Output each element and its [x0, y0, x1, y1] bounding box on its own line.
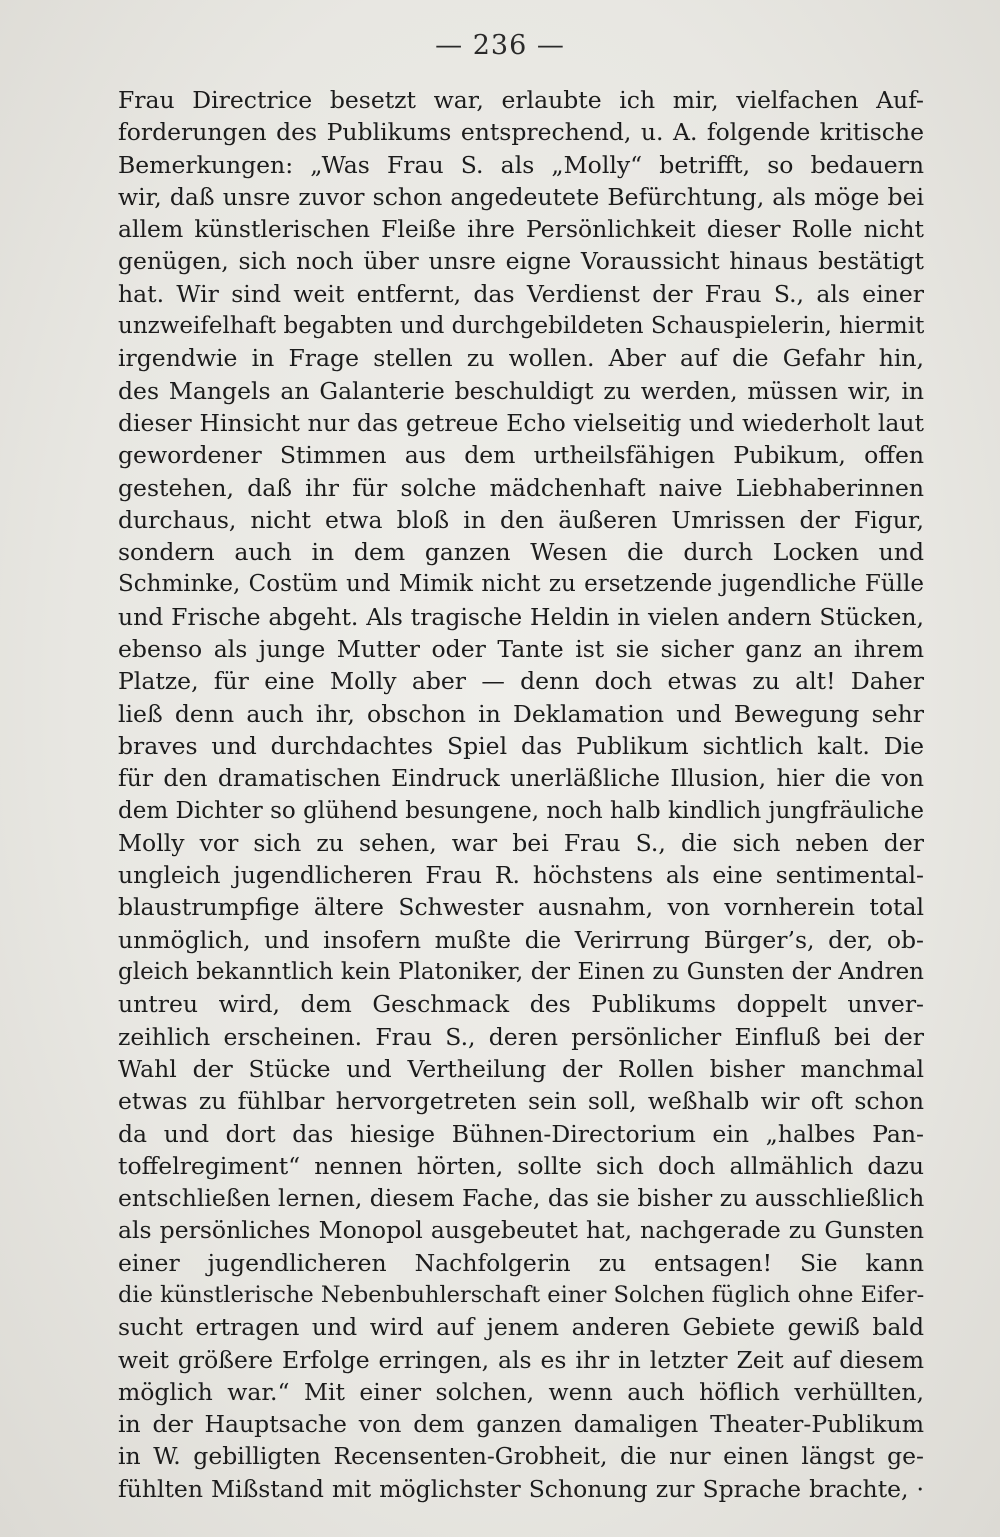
- text-line: forderungen des Publikums entsprechend, u. A. folgende kritische: [118, 118, 924, 147]
- text-line: und Frische abgeht. Als tragische Heldin in vielen andern Stücken,: [118, 602, 924, 631]
- text-line: ungleich jugendlicheren Frau R. höchstens als eine sentimental-: [118, 861, 924, 890]
- text-line: Platze, für eine Molly aber — denn doch etwas zu alt! Daher: [118, 667, 924, 696]
- text-line: irgendwie in Frage stellen zu wollen. Aber auf die Gefahr hin,: [118, 344, 924, 373]
- text-line: unzweifelhaft begabten und durchgebildeten Schauspielerin, hiermit: [118, 313, 924, 340]
- text-line: ebenso als junge Mutter oder Tante ist sie sicher ganz an ihrem: [118, 635, 924, 664]
- text-line: wir, daß unsre zuvor schon angedeutete Befürchtung, als möge bei: [118, 182, 924, 211]
- text-line: entschließen lernen, diesem Fache, das sie bisher zu ausschließlich: [118, 1184, 924, 1213]
- text-line: möglich war.“ Mit einer solchen, wenn auch höflich verhüllten,: [118, 1377, 924, 1406]
- text-line: Schminke, Costüm und Mimik nicht zu ersetzende jugendliche Fülle: [118, 571, 924, 598]
- text-line: braves und durchdachtes Spiel das Publikum sichtlich kalt. Die: [118, 731, 924, 760]
- text-line: gewordener Stimmen aus dem urtheilsfähigen Pubikum, offen: [118, 441, 924, 470]
- text-line: Molly vor sich zu sehen, war bei Frau S., die sich neben der: [118, 828, 924, 857]
- page-number: — 236 —: [435, 30, 565, 61]
- text-line: unmöglich, und insofern mußte die Verirrung Bürger’s, der, ob-: [118, 925, 924, 954]
- text-line: genügen, sich noch über unsre eigne Voraussicht hinaus bestätigt: [118, 247, 924, 276]
- text-line: in der Hauptsache von dem ganzen damaligen Theater-Publikum: [118, 1410, 924, 1439]
- text-line: blaustrumpfige ältere Schwester ausnahm, von vornherein total: [118, 893, 924, 922]
- text-line: zeihlich erscheinen. Frau S., deren persönlicher Einfluß bei der: [118, 1022, 924, 1051]
- text-line: sucht ertragen und wird auf jenem anderen Gebiete gewiß bald: [118, 1313, 924, 1342]
- body-text: [118, 84, 924, 1505]
- text-line: etwas zu fühlbar hervorgetreten sein soll, weßhalb wir oft schon: [118, 1087, 924, 1116]
- text-line: dieser Hinsicht nur das getreue Echo vielseitig und wiederholt laut: [118, 408, 924, 437]
- text-line: durchaus, nicht etwa bloß in den äußeren Umrissen der Figur,: [118, 505, 924, 534]
- text-line: Bemerkungen: „Was Frau S. als „Molly“ betrifft, so bedauern: [118, 150, 924, 179]
- text-line: ließ denn auch ihr, obschon in Deklamation und Bewegung sehr: [118, 699, 924, 728]
- text-line: einer jugendlicheren Nachfolgerin zu entsagen! Sie kann: [118, 1248, 924, 1277]
- text-line: toffelregiment“ nennen hörten, sollte sich doch allmählich dazu: [118, 1151, 924, 1180]
- text-line: die künstlerische Nebenbuhlerschaft einer Solchen füglich ohne Eifer-: [118, 1281, 924, 1308]
- text-line: allem künstlerischen Fleiße ihre Persönlichkeit dieser Rolle nicht: [118, 215, 924, 244]
- text-line: Wahl der Stücke und Vertheilung der Rollen bisher manchmal: [118, 1054, 924, 1083]
- text-line: da und dort das hiesige Bühnen-Directorium ein „halbes Pan-: [118, 1119, 924, 1148]
- text-line: als persönliches Monopol ausgebeutet hat, nachgerade zu Gunsten: [118, 1216, 924, 1245]
- text-line: in W. gebilligten Recensenten-Grobheit, die nur einen längst ge-: [118, 1442, 924, 1471]
- text-line: untreu wird, dem Geschmack des Publikums doppelt unver-: [118, 990, 924, 1019]
- text-line: hat. Wir sind weit entfernt, das Verdienst der Frau S., als einer: [118, 279, 924, 308]
- text-line: Frau Directrice besetzt war, erlaubte ich mir, vielfachen Auf-: [118, 86, 924, 114]
- text-line: des Mangels an Galanterie beschuldigt zu werden, müssen wir, in: [118, 376, 924, 405]
- text-line: dem Dichter so glühend besungene, noch halb kindlich jungfräuliche: [118, 797, 924, 824]
- text-line: weit größere Erfolge erringen, als es ihr in letzter Zeit auf diesem: [118, 1345, 924, 1374]
- text-line: sondern auch in dem ganzen Wesen die durch Locken und: [118, 538, 924, 567]
- text-line: gleich bekanntlich kein Platoniker, der Einen zu Gunsten der Andren: [118, 959, 924, 986]
- text-line: fühlten Mißstand mit möglichster Schonung zur Sprache brachte, ·: [118, 1474, 924, 1503]
- text-line: gestehen, daß ihr für solche mädchenhaft naive Liebhaberinnen: [118, 473, 924, 502]
- text-line: für den dramatischen Eindruck unerläßliche Illusion, hier die von: [118, 764, 924, 793]
